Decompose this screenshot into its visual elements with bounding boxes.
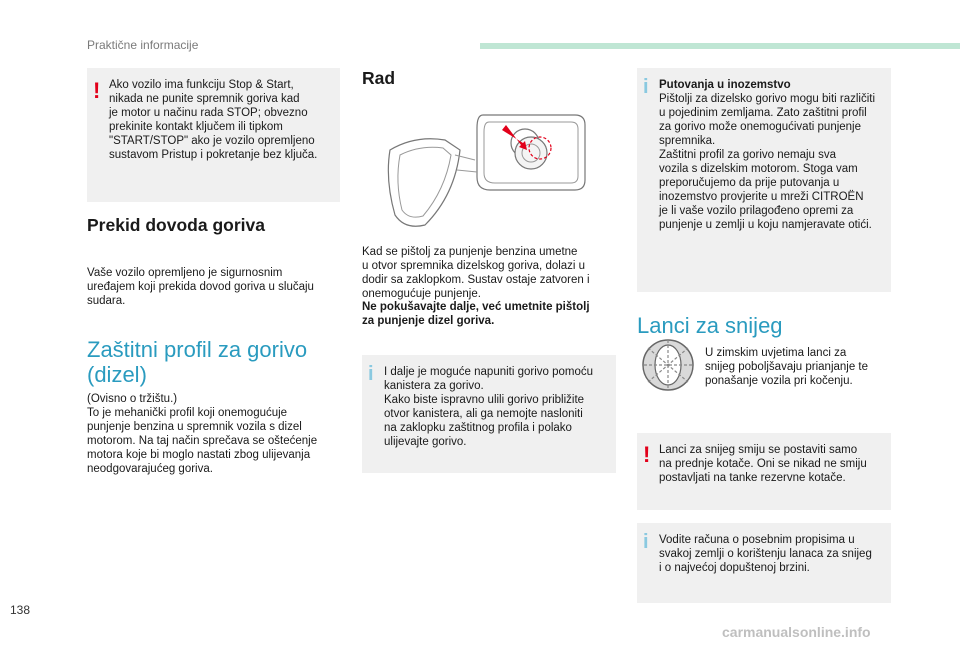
stop-start-warning-text: Ako vozilo ima funkciju Stop & Start, nikada ne punite spremnik goriva kad je motor u načinu rada STOP; obvezno prekinite kontakt ključem ili tipkom "START/STOP" ako je vozilo opremljeno sustavom Pristup i pokretanje bez ključa. (109, 79, 318, 161)
stop-start-warning-box (87, 68, 340, 202)
info-icon: i (643, 531, 649, 553)
snow-chains-info-box (637, 523, 891, 603)
warning-icon: ! (643, 442, 651, 467)
travel-info-title: Putovanja u inozemstvo (659, 79, 791, 91)
watermark: carmanualsonline.info (722, 624, 871, 640)
header-accent-bar (480, 43, 960, 49)
canister-info-box (362, 355, 616, 473)
fuel-flap-illustration (385, 110, 595, 235)
travel-info-text: Pištolji za dizelsko gorivo mogu biti različiti u pojedinim zemljama. Zato zaštitni profil za gorivo može onemogućivati punjenje spremnika. Zaštitni profil za gorivo nemaju sva vozila s dizelskim motorom. Stoga vam preporučujemo da prije putovanja u inozemstvo provjerite u mreži CITROËN je li vaše vozilo prilagođeno opremi za punjenje u zemlji u koju namjeravate otići. (659, 93, 876, 231)
fuel-cutoff-heading: Prekid dovoda goriva (87, 215, 265, 235)
misfuel-guard-text: (Ovisno o tržištu.) To je mehanički profil koji onemogućuje punjenje benzina u spremnik vozila s dizel motorom. Na taj način sprečava se oštećenje motora koje bi moglo nastati zbog ulijevanja neodgovarajućeg goriva. (87, 393, 318, 475)
canister-info-text: I dalje je moguće napuniti gorivo pomoću kanistera za gorivo. Kako biste ispravno ulili gorivo približite otvor kanistera, ali ga nemojte nasloniti na zaklopku zaštitnog profila i polako ulijevajte gorivo. (384, 366, 594, 448)
snow-chains-text: U zimskim uvjetima lanci za snijeg poboljšavaju prianjanje te ponašanje vozila pri kočenju. (705, 347, 869, 387)
snow-chains-heading: Lanci za snijeg (637, 313, 783, 338)
snow-chains-warning-box (637, 433, 891, 510)
fuel-cutoff-text: Vaše vozilo opremljeno je sigurnosnim uređajem koji prekida dovod goriva u slučaju sudara. (87, 267, 314, 307)
snow-chain-illustration (640, 338, 696, 392)
warning-icon: ! (93, 78, 101, 103)
misfuel-guard-heading: Zaštitni profil za gorivo (dizel) (87, 337, 308, 387)
info-icon: i (368, 363, 374, 385)
page-number: 138 (10, 603, 31, 617)
travel-info-box (637, 68, 891, 292)
info-icon: i (643, 76, 649, 98)
snow-chains-warning-text: Lanci za snijeg smiju se postaviti samo na prednje kotače. Oni se nikad ne smiju postavljati na tanke rezervne kotače. (659, 444, 867, 484)
snow-chains-info-text: Vodite računa o posebnim propisima u svakoj zemlji o korištenju lanaca za snijeg i o najvećoj dopuštenoj brzini. (659, 534, 872, 574)
operation-heading: Rad (362, 68, 396, 88)
operation-text: Kad se pištolj za punjenje benzina umetne u otvor spremnika dizelskog goriva, dolazi u dodir sa zaklopkom. Sustav ostaje zatvoren i onemogućuje punjenje. (362, 246, 590, 300)
running-header: Praktične informacije (87, 38, 199, 52)
operation-instruction: Ne pokušavajte dalje, već umetnite pištolj za punjenje dizel goriva. (362, 301, 590, 327)
